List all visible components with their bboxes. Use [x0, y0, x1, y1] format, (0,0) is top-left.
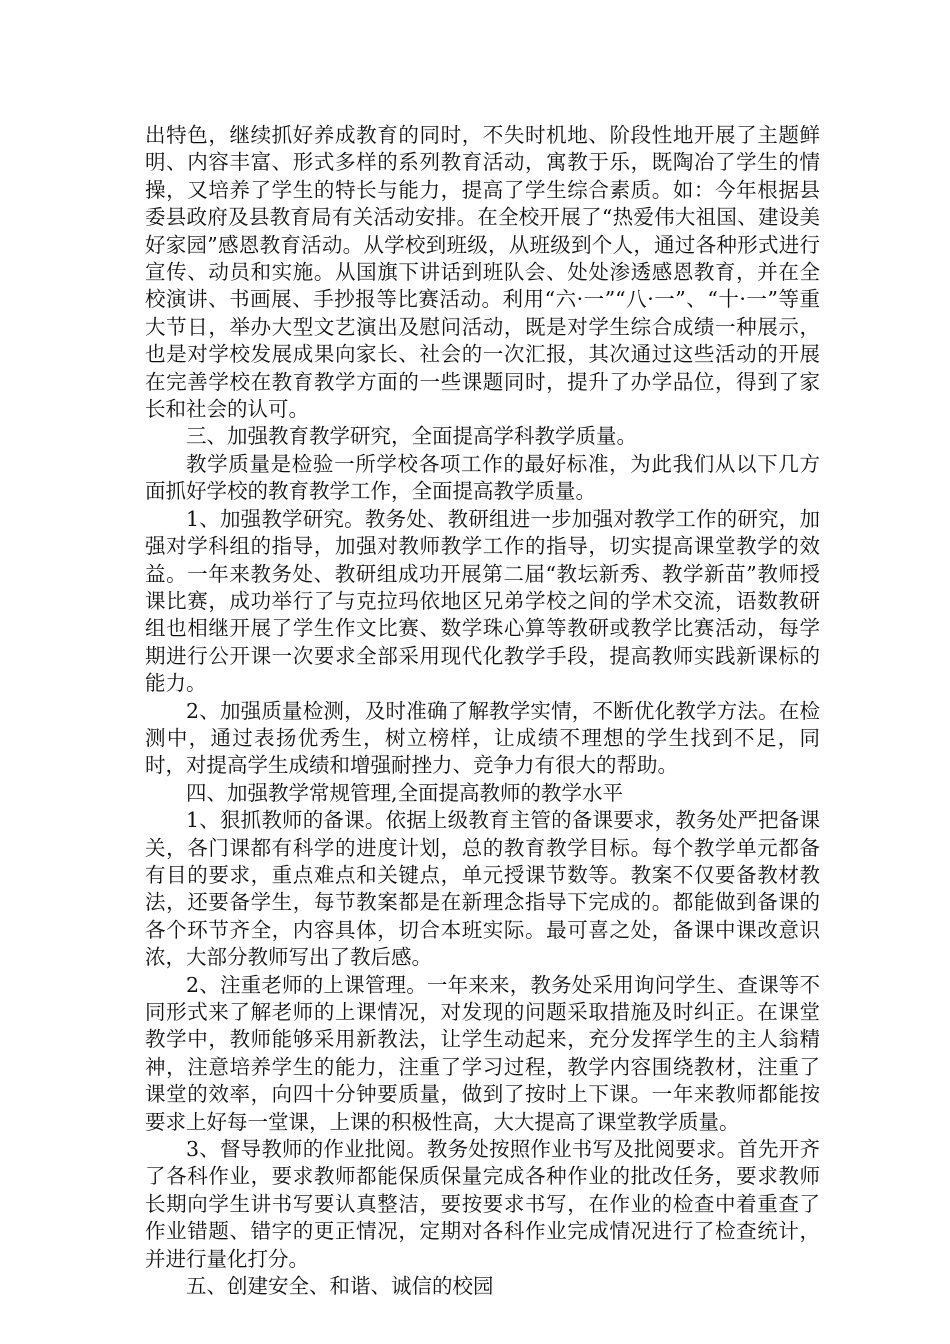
paragraph-4: 2、加强质量检测，及时准确了解教学实情，不断优化教学方法。在检测中，通过表扬优秀生，树立榜样，让成绩不理想的学生找到不足，同时，对提高学生成绩和增强耐挫力、竞争力有很大的帮助。 — [145, 698, 820, 778]
paragraph-7: 3、督导教师的作业批阅。教务处按照作业书写及批阅要求。首先开齐了各科作业，要求教师都能保质保量完成各种作业的批改任务，要求教师长期向学生讲书写要认真整洁，要按要求书写，在作业的检查中着重查了作业错题、错字的更正情况，定期对各科作业完成情况进行了检查统计，并进行量化打分。 — [145, 1137, 820, 1271]
section-heading-4: 四、加强教学常规管理,全面提高教师的教学水平 — [186, 780, 624, 805]
paragraph-3: 1、加强教学研究。教务处、教研组进一步加强对教学工作的研究，加强对学科组的指导，加强对教师教学工作的指导，切实提高课堂教学的效益。一年来教务处、教研组成功开展第二届“教坛新秀、教学新苗”教师授课比赛，成功举行了与克拉玛依地区兄弟学校之间的学术交流，语数教研组也相继开展了学生作文比赛、数学珠心算等教研或教学比赛活动，每学期进行公开课一次要求全部采用现代化教学手段，提高教师实践新课标的能力。 — [145, 506, 820, 696]
section-heading-3: 三、加强教育教学研究，全面提高学科教学质量。 — [186, 424, 637, 449]
document-page — [145, 122, 820, 1300]
paragraph-1: 出特色，继续抓好养成教育的同时，不失时机地、阶段性地开展了主题鲜明、内容丰富、形式多样的系列教育活动，寓教于乐，既陶冶了学生的情操，又培养了学生的特长与能力，提高了学生综合素质。如：今年根据县委县政府及县教育局有关活动安排。在全校开展了“热爱伟大祖国、建设美好家园”感恩教育活动。从学校到班级，从班级到个人，通过各种形式进行宣传、动员和实施。从国旗下讲话到班队会、处处渗透感恩教育，并在全校演讲、书画展、手抄报等比赛活动。利用“六·一”“八·一”、“十·一”等重大节日，举办大型文艺演出及慰问活动，既是对学生综合成绩一种展示，也是对学校发展成果向家长、社会的一次汇报，其次通过这些活动的开展在完善学校在教育教学方面的一些课题同时，提升了办学品位，得到了家长和社会的认可。 — [145, 123, 820, 422]
paragraph-6: 2、注重老师的上课管理。一年来来，教务处采用询问学生、查课等不同形式来了解老师的上课情况，对发现的问题采取措施及时纠正。在课堂教学中，教师能够采用新教法，让学生动起来，充分发挥学生的主人翁精神，注意培养学生的能力，注重了学习过程，教学内容围绕教材，注重了课堂的效率，向四十分钟要质量，做到了按时上下课。一年来教师都能按要求上好每一堂课，上课的积极性高，大大提高了课堂教学质量。 — [145, 972, 820, 1134]
paragraph-2: 教学质量是检验一所学校各项工作的最好标准，为此我们从以下几方面抓好学校的教育教学工作，全面提高教学质量。 — [145, 451, 820, 504]
paragraph-5: 1、狠抓教师的备课。依据上级教育主管的备课要求，教务处严把备课关，各门课都有科学的进度计划，总的教育教学目标。每个教学单元都备有目的要求，重点难点和关键点，单元授课节数等。教案不仅要备教材教法，还要备学生，每节教案都是在新理念指导下完成的。都能做到备课的各个环节齐全，内容具体，切合本班实际。最可喜之处，备课中课改意识浓，大部分教师写出了教后感。 — [145, 808, 820, 970]
section-heading-5: 五、创建安全、和谐、诚信的校园 — [186, 1274, 494, 1299]
